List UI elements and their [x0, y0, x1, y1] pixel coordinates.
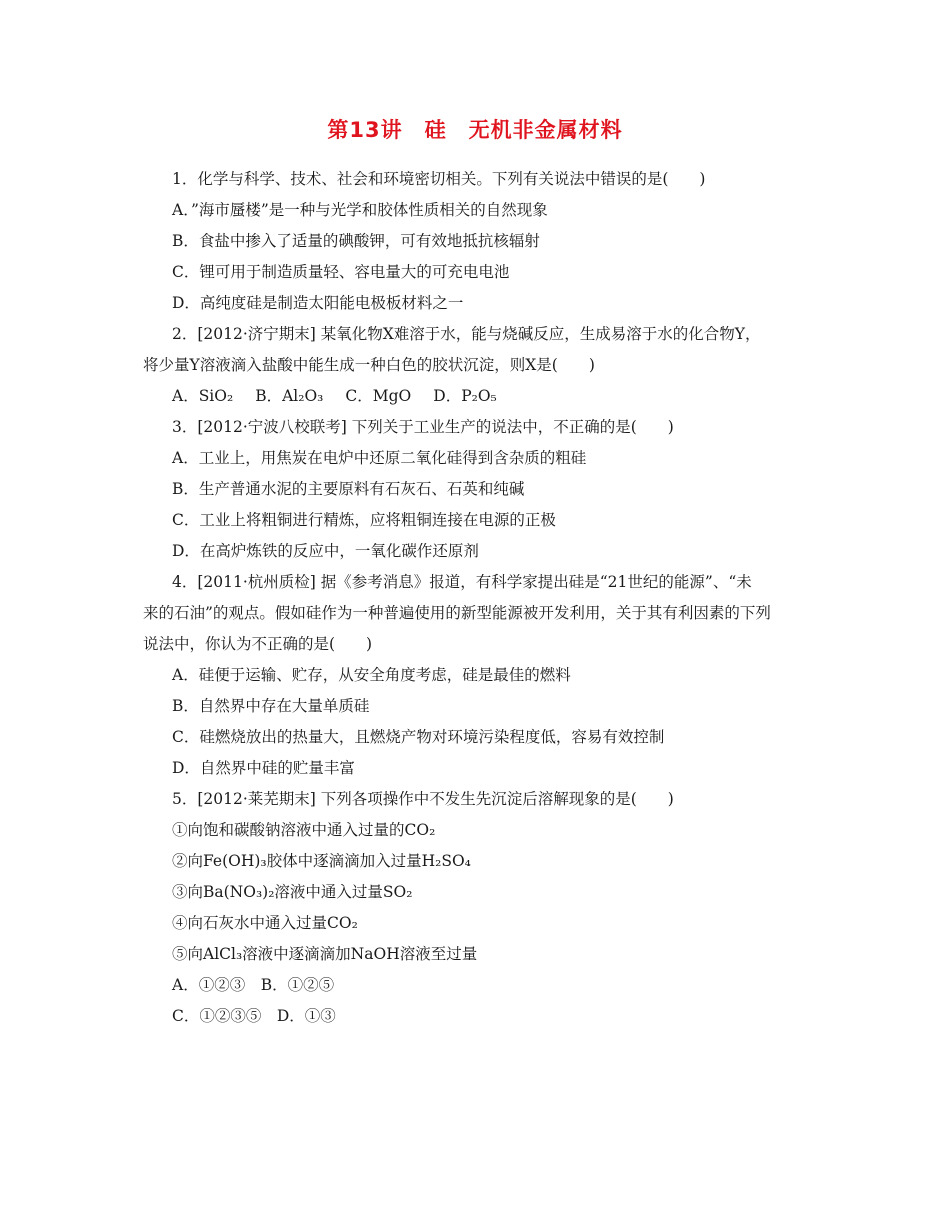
question-5-options-ab: A．①②③ B．①②⑤ [172, 976, 335, 994]
question-1-option-b: B．食盐中掺入了适量的碘酸钾，可有效地抵抗核辐射 [172, 232, 540, 250]
question-1-option-d: D．高纯度硅是制造太阳能电极板材料之一 [172, 294, 464, 312]
question-3-option-b: B．生产普通水泥的主要原料有石灰石、石英和纯碱 [172, 480, 525, 498]
question-2-stem-line-1: 2．[2012·济宁期末] 某氧化物X难溶于水，能与烧碱反应，生成易溶于水的化合物Y， [172, 325, 761, 343]
question-5-item-4: ④向石灰水中通入过量CO₂ [172, 914, 358, 932]
question-2-stem-line-2: 将少量Y溶液滴入盐酸中能生成一种白色的胶状沉淀，则X是( ) [143, 356, 595, 374]
question-4-stem-line-1: 4．[2011·杭州质检] 据《参考消息》报道，有科学家提出硅是“21世纪的能源”、“未 [172, 573, 752, 591]
question-3-option-d: D．在高炉炼铁的反应中，一氧化碳作还原剂 [172, 542, 479, 560]
question-3-option-c: C．工业上将粗铜进行精炼，应将粗铜连接在电源的正极 [172, 511, 556, 529]
question-3-option-a: A．工业上，用焦炭在电炉中还原二氧化硅得到含杂质的粗硅 [172, 449, 587, 467]
question-1-option-c: C．锂可用于制造质量轻、容电量大的可充电电池 [172, 263, 510, 281]
question-3-stem: 3．[2012·宁波八校联考] 下列关于工业生产的说法中，不正确的是( ) [172, 418, 674, 436]
question-2-option-c: C．MgO [345, 387, 412, 405]
question-5-item-1: ①向饱和碳酸钠溶液中通入过量的CO₂ [172, 821, 436, 839]
question-4-option-b: B．自然界中存在大量单质硅 [172, 697, 370, 715]
question-5-item-5: ⑤向AlCl₃溶液中逐滴滴加NaOH溶液至过量 [172, 945, 478, 963]
question-5-item-3: ③向Ba(NO₃)₂溶液中通入过量SO₂ [172, 883, 413, 901]
question-5-item-2: ②向Fe(OH)₃胶体中逐滴滴加入过量H₂SO₄ [172, 852, 471, 870]
question-2-option-d: D．P₂O₅ [433, 387, 497, 405]
question-2-option-a: A．SiO₂ [172, 387, 234, 405]
question-2-option-b: B．Al₂O₃ [255, 387, 324, 405]
question-4-stem-line-2: 来的石油”的观点。假如硅作为一种普遍使用的新型能源被开发利用，关于其有利因素的下列 [143, 604, 771, 622]
question-1-stem: 1．化学与科学、技术、社会和环境密切相关。下列有关说法中错误的是( ) [172, 170, 706, 188]
question-4-option-c: C．硅燃烧放出的热量大，且燃烧产物对环境污染程度低，容易有效控制 [172, 728, 665, 746]
question-2-options [172, 385, 497, 407]
question-4-option-a: A．硅便于运输、贮存，从安全角度考虑，硅是最佳的燃料 [172, 666, 571, 684]
question-5-stem: 5．[2012·莱芜期末] 下列各项操作中不发生先沉淀后溶解现象的是( ) [172, 790, 674, 808]
question-4-stem-line-3: 说法中，你认为不正确的是( ) [143, 635, 373, 653]
question-4-option-d: D．自然界中硅的贮量丰富 [172, 759, 355, 777]
page-title: 第13讲 硅 无机非金属材料 [327, 118, 623, 142]
question-1-option-a: A．”海市蜃楼”是一种与光学和胶体性质相关的自然现象 [172, 201, 548, 219]
question-5-options-cd: C．①②③⑤ D．①③ [172, 1007, 336, 1025]
